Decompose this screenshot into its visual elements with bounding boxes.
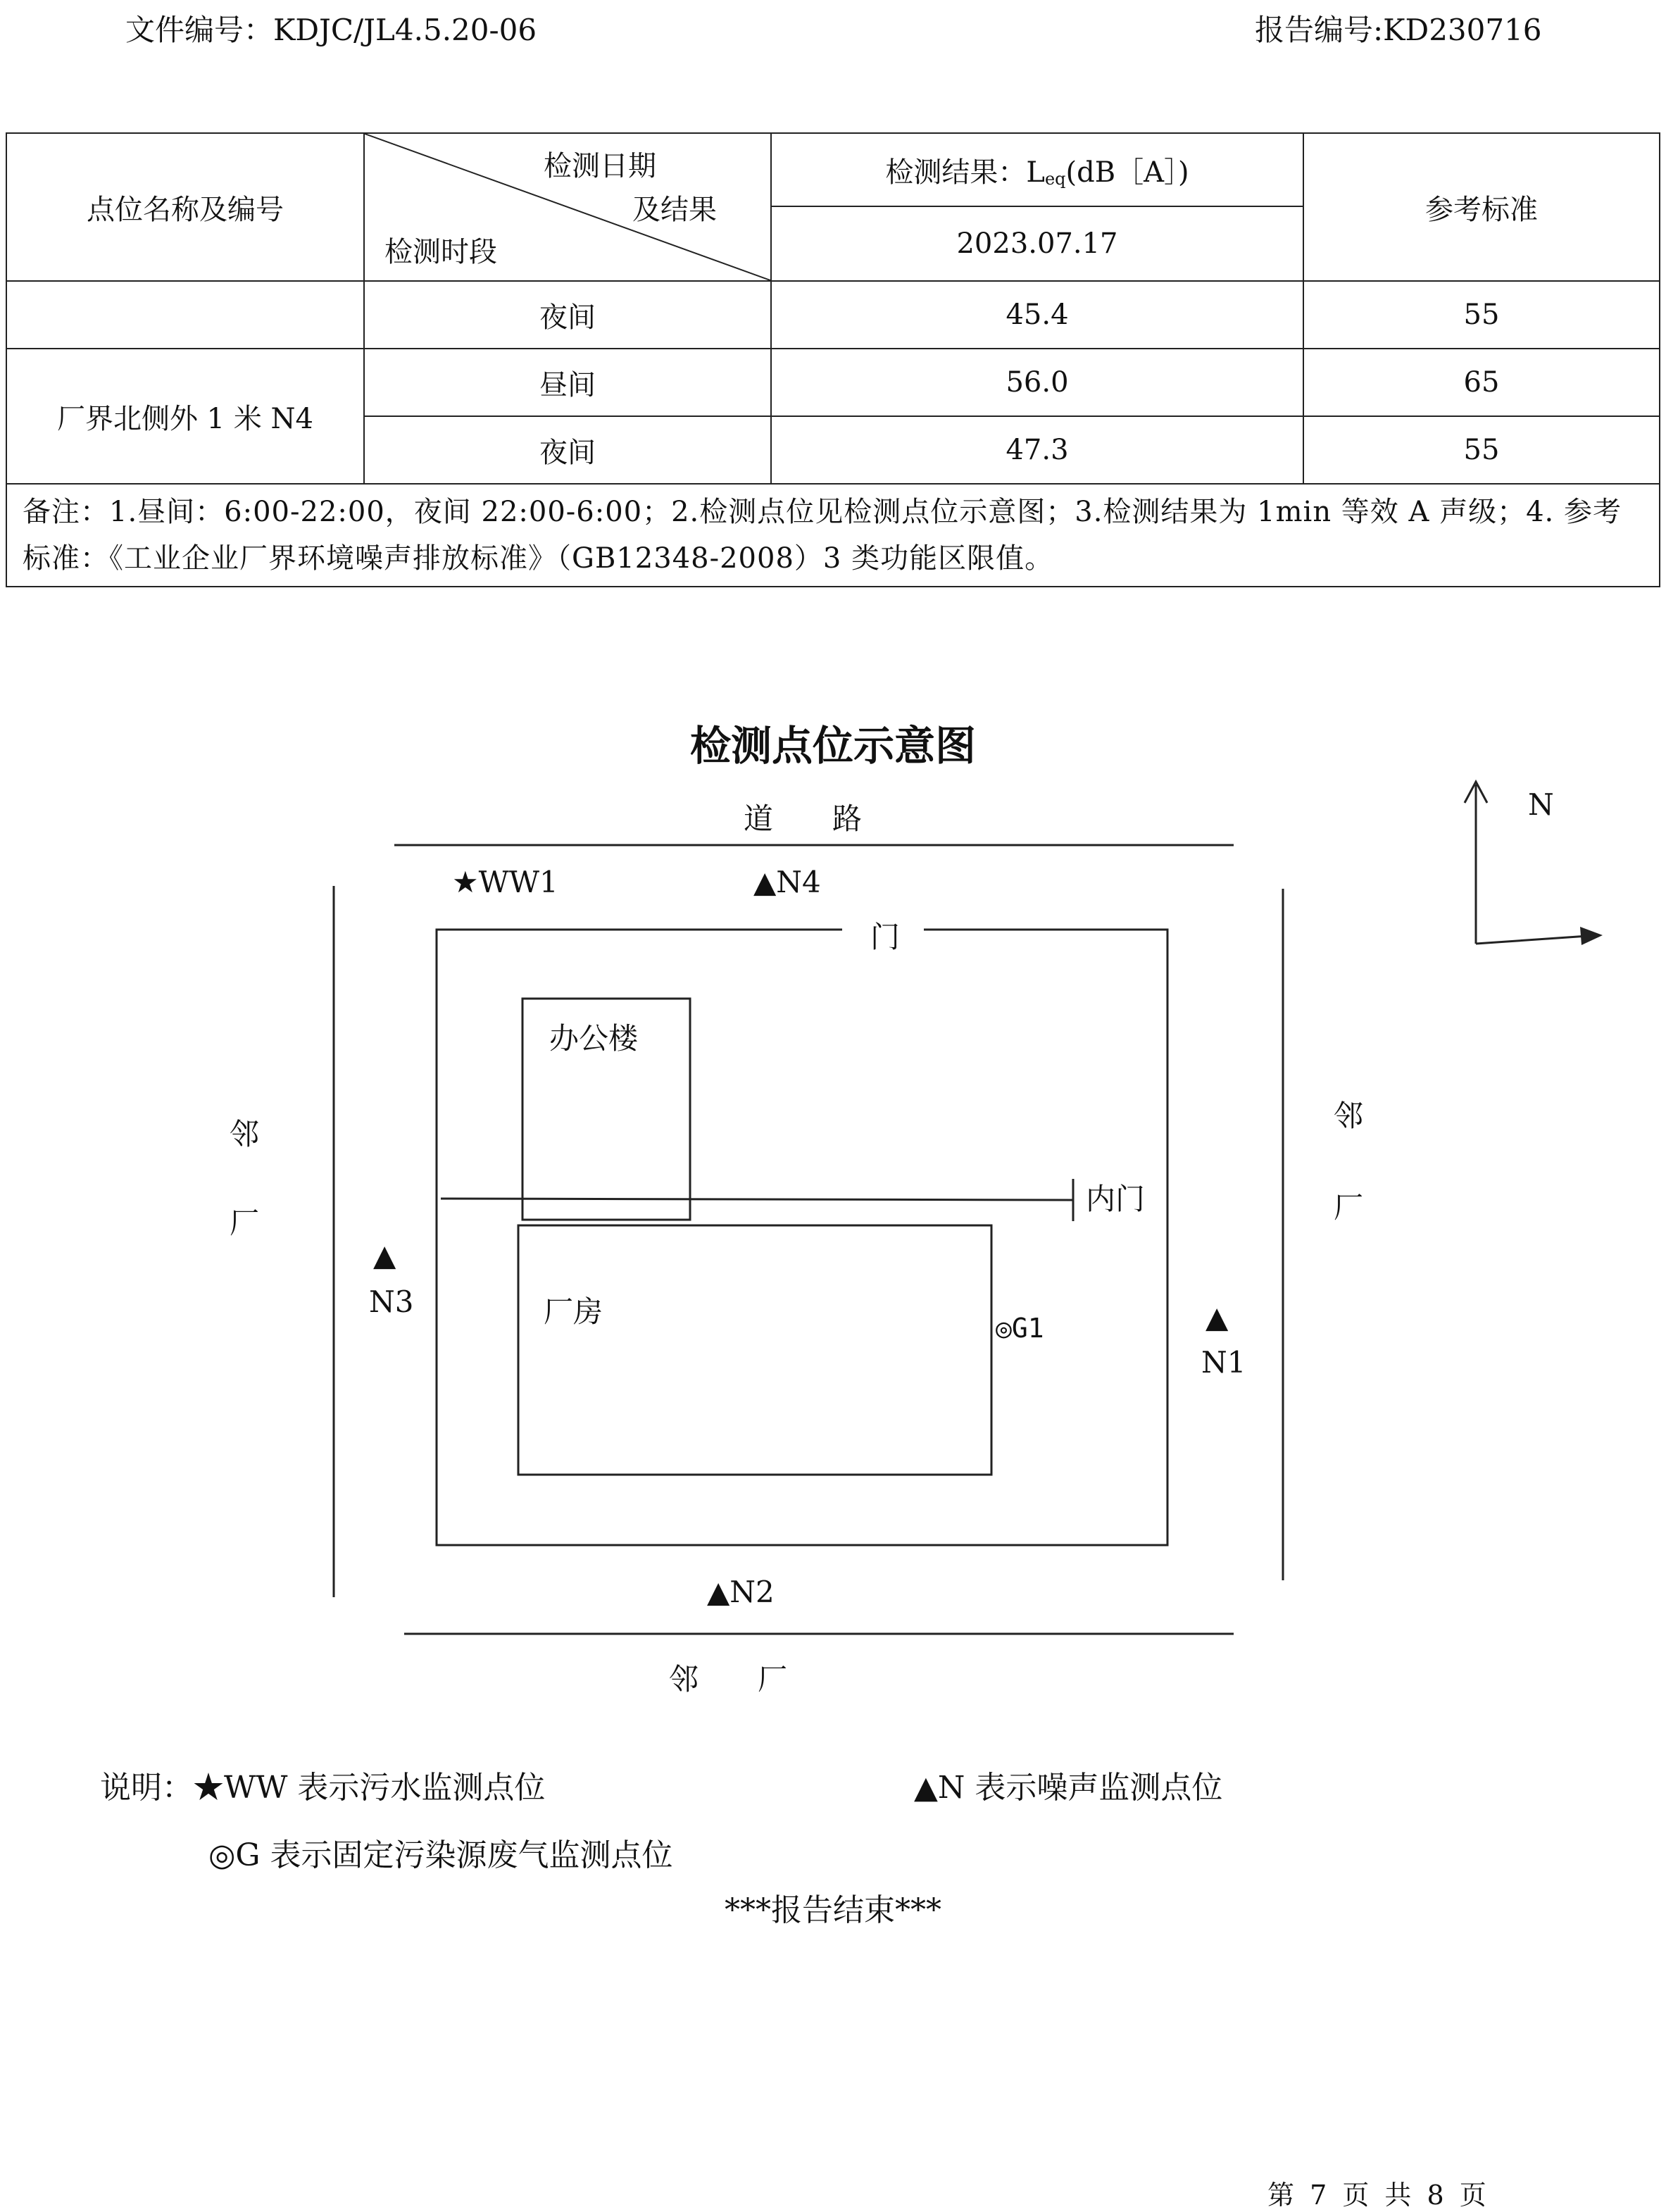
- office-label: 办公楼: [549, 1021, 639, 1056]
- legend-n: ▲N 表示噪声监测点位: [914, 1770, 1223, 1806]
- header-date: 2023.07.17: [771, 206, 1303, 281]
- inner-road-line: [441, 1199, 1073, 1200]
- value-cell: 56.0: [771, 349, 1303, 416]
- standard-cell: 55: [1303, 281, 1660, 349]
- right-neighbor-label-1: 邻: [1334, 1099, 1364, 1133]
- factory-boundary: [437, 930, 1167, 1545]
- legend-ww: 说明：★WW 表示污水监测点位: [100, 1770, 546, 1806]
- n4-point: ▲N4: [753, 865, 821, 899]
- header-date-label: 检测日期: [544, 150, 656, 182]
- legend-g: ◎G 表示固定污染源废气监测点位: [208, 1837, 673, 1873]
- table-row: [6, 349, 1660, 416]
- period-cell: 夜间: [364, 416, 771, 484]
- n1-label: N1: [1201, 1345, 1246, 1380]
- page-number: 第 7 页 共 8 页: [1267, 2180, 1486, 2211]
- period-cell: 昼间: [364, 349, 771, 416]
- period-cell: 夜间: [364, 281, 771, 349]
- right-neighbor-label-2: 厂: [1334, 1190, 1364, 1225]
- table-note: 备注：1.昼间：6:00-22:00，夜间 22:00-6:00；2.检测点位见检测点位示意图；3.检测结果为 1min 等效 A 声级；4. 参考标准：《工业企业厂界环境噪声排放标准》（GB12348-2008）3 类功能区限值。: [6, 484, 1660, 587]
- road-label: 道 路: [744, 801, 863, 836]
- point-cell: 厂界北侧外 1 米 N4: [6, 349, 364, 484]
- n2-point: ▲N2: [707, 1575, 775, 1609]
- left-neighbor-label-2: 厂: [230, 1206, 260, 1240]
- noise-result-table: [6, 132, 1660, 587]
- header-point: 点位名称及编号: [6, 133, 364, 281]
- workshop-building: [518, 1225, 991, 1475]
- inner-gate-label: 内门: [1086, 1182, 1146, 1216]
- east-arrowhead: [1580, 927, 1603, 945]
- north-label: N: [1528, 787, 1554, 822]
- header-standard: 参考标准: [1303, 133, 1660, 281]
- n3-marker: ▲: [373, 1238, 396, 1273]
- header-result-label: 及结果: [632, 194, 717, 226]
- bottom-neighbor-label: 邻 厂: [669, 1662, 788, 1697]
- gate-label: 门: [870, 920, 901, 954]
- value-cell: 47.3: [771, 416, 1303, 484]
- n3-label: N3: [369, 1285, 414, 1319]
- standard-cell: 55: [1303, 416, 1660, 484]
- left-neighbor-label-1: 邻: [230, 1117, 260, 1151]
- report-number: 报告编号:KD230716: [1255, 13, 1542, 47]
- table-row: [6, 281, 1660, 349]
- g1-point: ◎G1: [996, 1313, 1044, 1344]
- point-cell: [6, 281, 364, 349]
- n1-marker: ▲: [1205, 1300, 1229, 1335]
- ww1-point: ★WW1: [452, 865, 558, 899]
- file-number: 文件编号：KDJC/JL4.5.20-06: [125, 13, 537, 47]
- map-title: 检测点位示意图: [689, 722, 976, 770]
- header-period-label: 检测时段: [384, 236, 497, 268]
- east-arrow-shaft: [1476, 935, 1598, 944]
- workshop-label: 厂房: [544, 1294, 603, 1329]
- header-result: 检测结果：$L_{eq}(dB[A])$: [771, 133, 1303, 206]
- standard-cell: 65: [1303, 349, 1660, 416]
- report-end: ***报告结束***: [725, 1892, 941, 1928]
- header-diagonal-cell: [364, 133, 771, 281]
- value-cell: 45.4: [771, 281, 1303, 349]
